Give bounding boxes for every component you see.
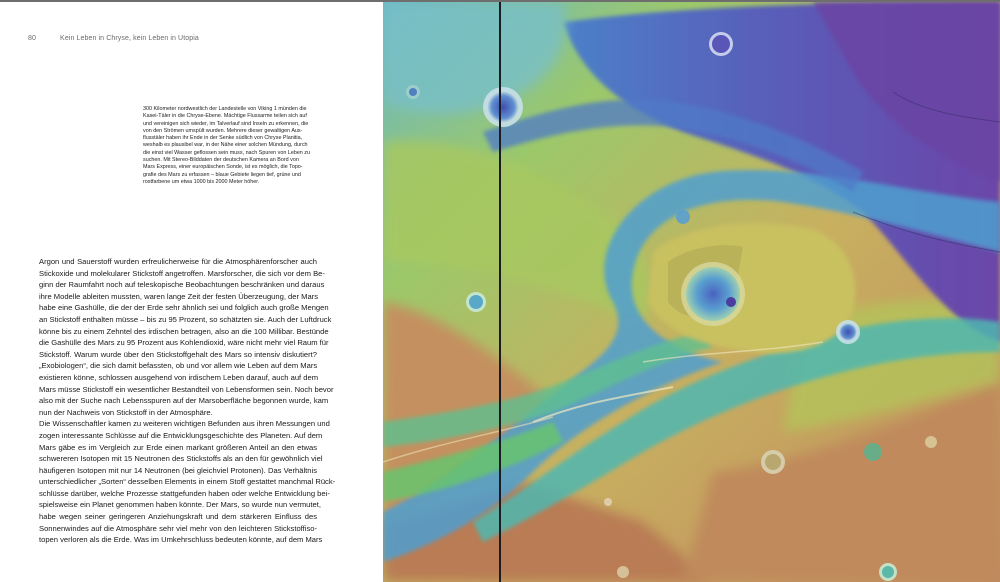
body-line: spielsweise ein Planet genommen haben könnte. Der Mars, so wurde nun vermutet,	[39, 500, 321, 510]
caption-line: suchen. Mit Stereo-Bilddaten der deutschen Kamera an Bord von	[143, 157, 299, 164]
caption-line: Kasei-Täler in die Chryse-Ebene. Mächtige Flussarme teilen sich auf	[143, 113, 307, 120]
caption-line: 300 Kilometer nordwestlich der Landestelle von Viking 1 münden die	[143, 106, 307, 112]
body-line: zogen interessante Schlüsse auf die Entwicklungsgeschichte des Planeten. Auf dem	[39, 430, 323, 440]
body-line: „Exobiologen“, die sich damit befassten, ob und vor allem wie Leben auf dem Mars	[39, 361, 318, 371]
body-line: Argon und Sauerstoff wurden erfreulicherweise für die Atmosphärenforscher auch	[39, 257, 317, 266]
caption-line: und vereinigen sich wieder, im Talverlauf sind Inseln zu erkennen, die	[143, 120, 309, 127]
top-rule	[0, 0, 1000, 2]
body-text	[39, 256, 336, 546]
body-line: existieren könne, schlossen ausgehend von irdischem Leben darauf, auch auf dem	[39, 372, 319, 382]
body-line: Sonnenwindes auf die Atmosphäre sehr viel mehr von den leichteren Stickstoffiso-	[39, 523, 317, 533]
mars-topography-image	[383, 2, 1000, 582]
body-line: an Stickstoff enthalten müsse – bis zu 95 Prozent, so schätzten sie. Auch der Luftdruck	[39, 314, 332, 324]
body-line: Mars müsse Stickstoff ein wesentlicher Bestandteil von Lebensformen sein. Noch bevor	[39, 384, 334, 394]
body-line: habe wegen seiner geringeren Anziehungskraft und dem stärkeren Einfluss des	[39, 512, 317, 522]
body-line: habe eine Gashülle, die der der Erde sehr ähnlich sei und folglich auch große Mengen	[39, 303, 329, 313]
body-line: die Gashülle des Mars zu 95 Prozent aus Kohlendioxid, wäre nicht mehr viel Raum für	[39, 338, 329, 348]
body-line: könne bis zu einem Zehntel des irdischen betragen, also an die 100 Millibar. Bestünde	[39, 326, 329, 336]
body-line: Stickstoff. Warum wurde über den Stickstoffgehalt des Mars so intensiv diskutiert?	[39, 349, 317, 359]
page-number: 80	[28, 35, 36, 42]
topographic-map-graphic	[383, 2, 1000, 582]
body-line: Mars gäbe es im Vergleich zur Erde einen markant größeren Anteil an den etwas	[39, 442, 317, 452]
caption-line: weshalb es plausibel war, in der Nähe einer solchen Mündung, durch	[143, 142, 308, 149]
body-line: unterschiedlicher „Sorten“ desselben Elements in einem Stoff gestattet manchmal Rück-	[39, 477, 336, 487]
body-line: also mit der Suche nach Lebensspuren auf der Marsoberfläche begonnen wurde, kam	[39, 396, 329, 406]
body-line: schwereren Isotopen mit 15 Neutronen des Stickstoffs als an den für gewöhnlich viel	[39, 454, 323, 464]
caption-line: die einst viel Wasser geflossen sein muss, nach Spuren von Leben zu	[143, 149, 311, 156]
caption-line: rostfarbene um etwa 1000 bis 2000 Meter höher.	[143, 178, 260, 185]
caption-line: grafie des Mars zu erfassen – blaue Gebiete liegen tief, grüne und	[143, 171, 301, 178]
caption-line: Mars Express, einer europäischen Sonde, ist es möglich, die Topo-	[143, 164, 303, 171]
body-line: ihre Modelle ableiten mussten, waren lange Zeit der festen Überzeugung, der Mars	[39, 291, 319, 301]
page-gutter-line	[499, 2, 501, 582]
body-line: ginn der Raumfahrt noch auf teleskopische Beobachtungen beschränken und daraus	[39, 280, 325, 290]
caption-line: flusstäler haben ihr Ende in der Senke südlich von Chryse Planitia,	[143, 135, 303, 142]
body-line: häufigeren Isotopen mit nur 14 Neutronen (bei gleichviel Protonen). Das Verhältnis	[39, 465, 317, 475]
running-head	[28, 35, 199, 42]
body-line: topen verloren als die Erde. Was im Umkehrschluss bedeuten könnte, auf dem Mars	[39, 535, 323, 545]
body-line: Stickoxide und molekularer Stickstoff angetroffen. Marsforscher, die sich vor dem Be-	[39, 268, 325, 278]
running-title: Kein Leben in Chryse, kein Leben in Utopia	[60, 35, 199, 42]
body-line: nun der Nachweis von Stickstoff in der Atmosphäre.	[39, 407, 213, 417]
body-line: schlüsse darüber, welche Prozesse stattgefunden haben oder welche Entwicklung bei-	[39, 488, 330, 498]
body-line: Die Wissenschaftler kamen zu weiteren wichtigen Befunden aus ihren Messungen und	[39, 419, 330, 429]
image-caption	[143, 106, 318, 186]
left-page	[0, 2, 383, 582]
caption-line: von den Strömen umspült wurden. Mehrere dieser gewaltigen Aus-	[143, 127, 303, 134]
